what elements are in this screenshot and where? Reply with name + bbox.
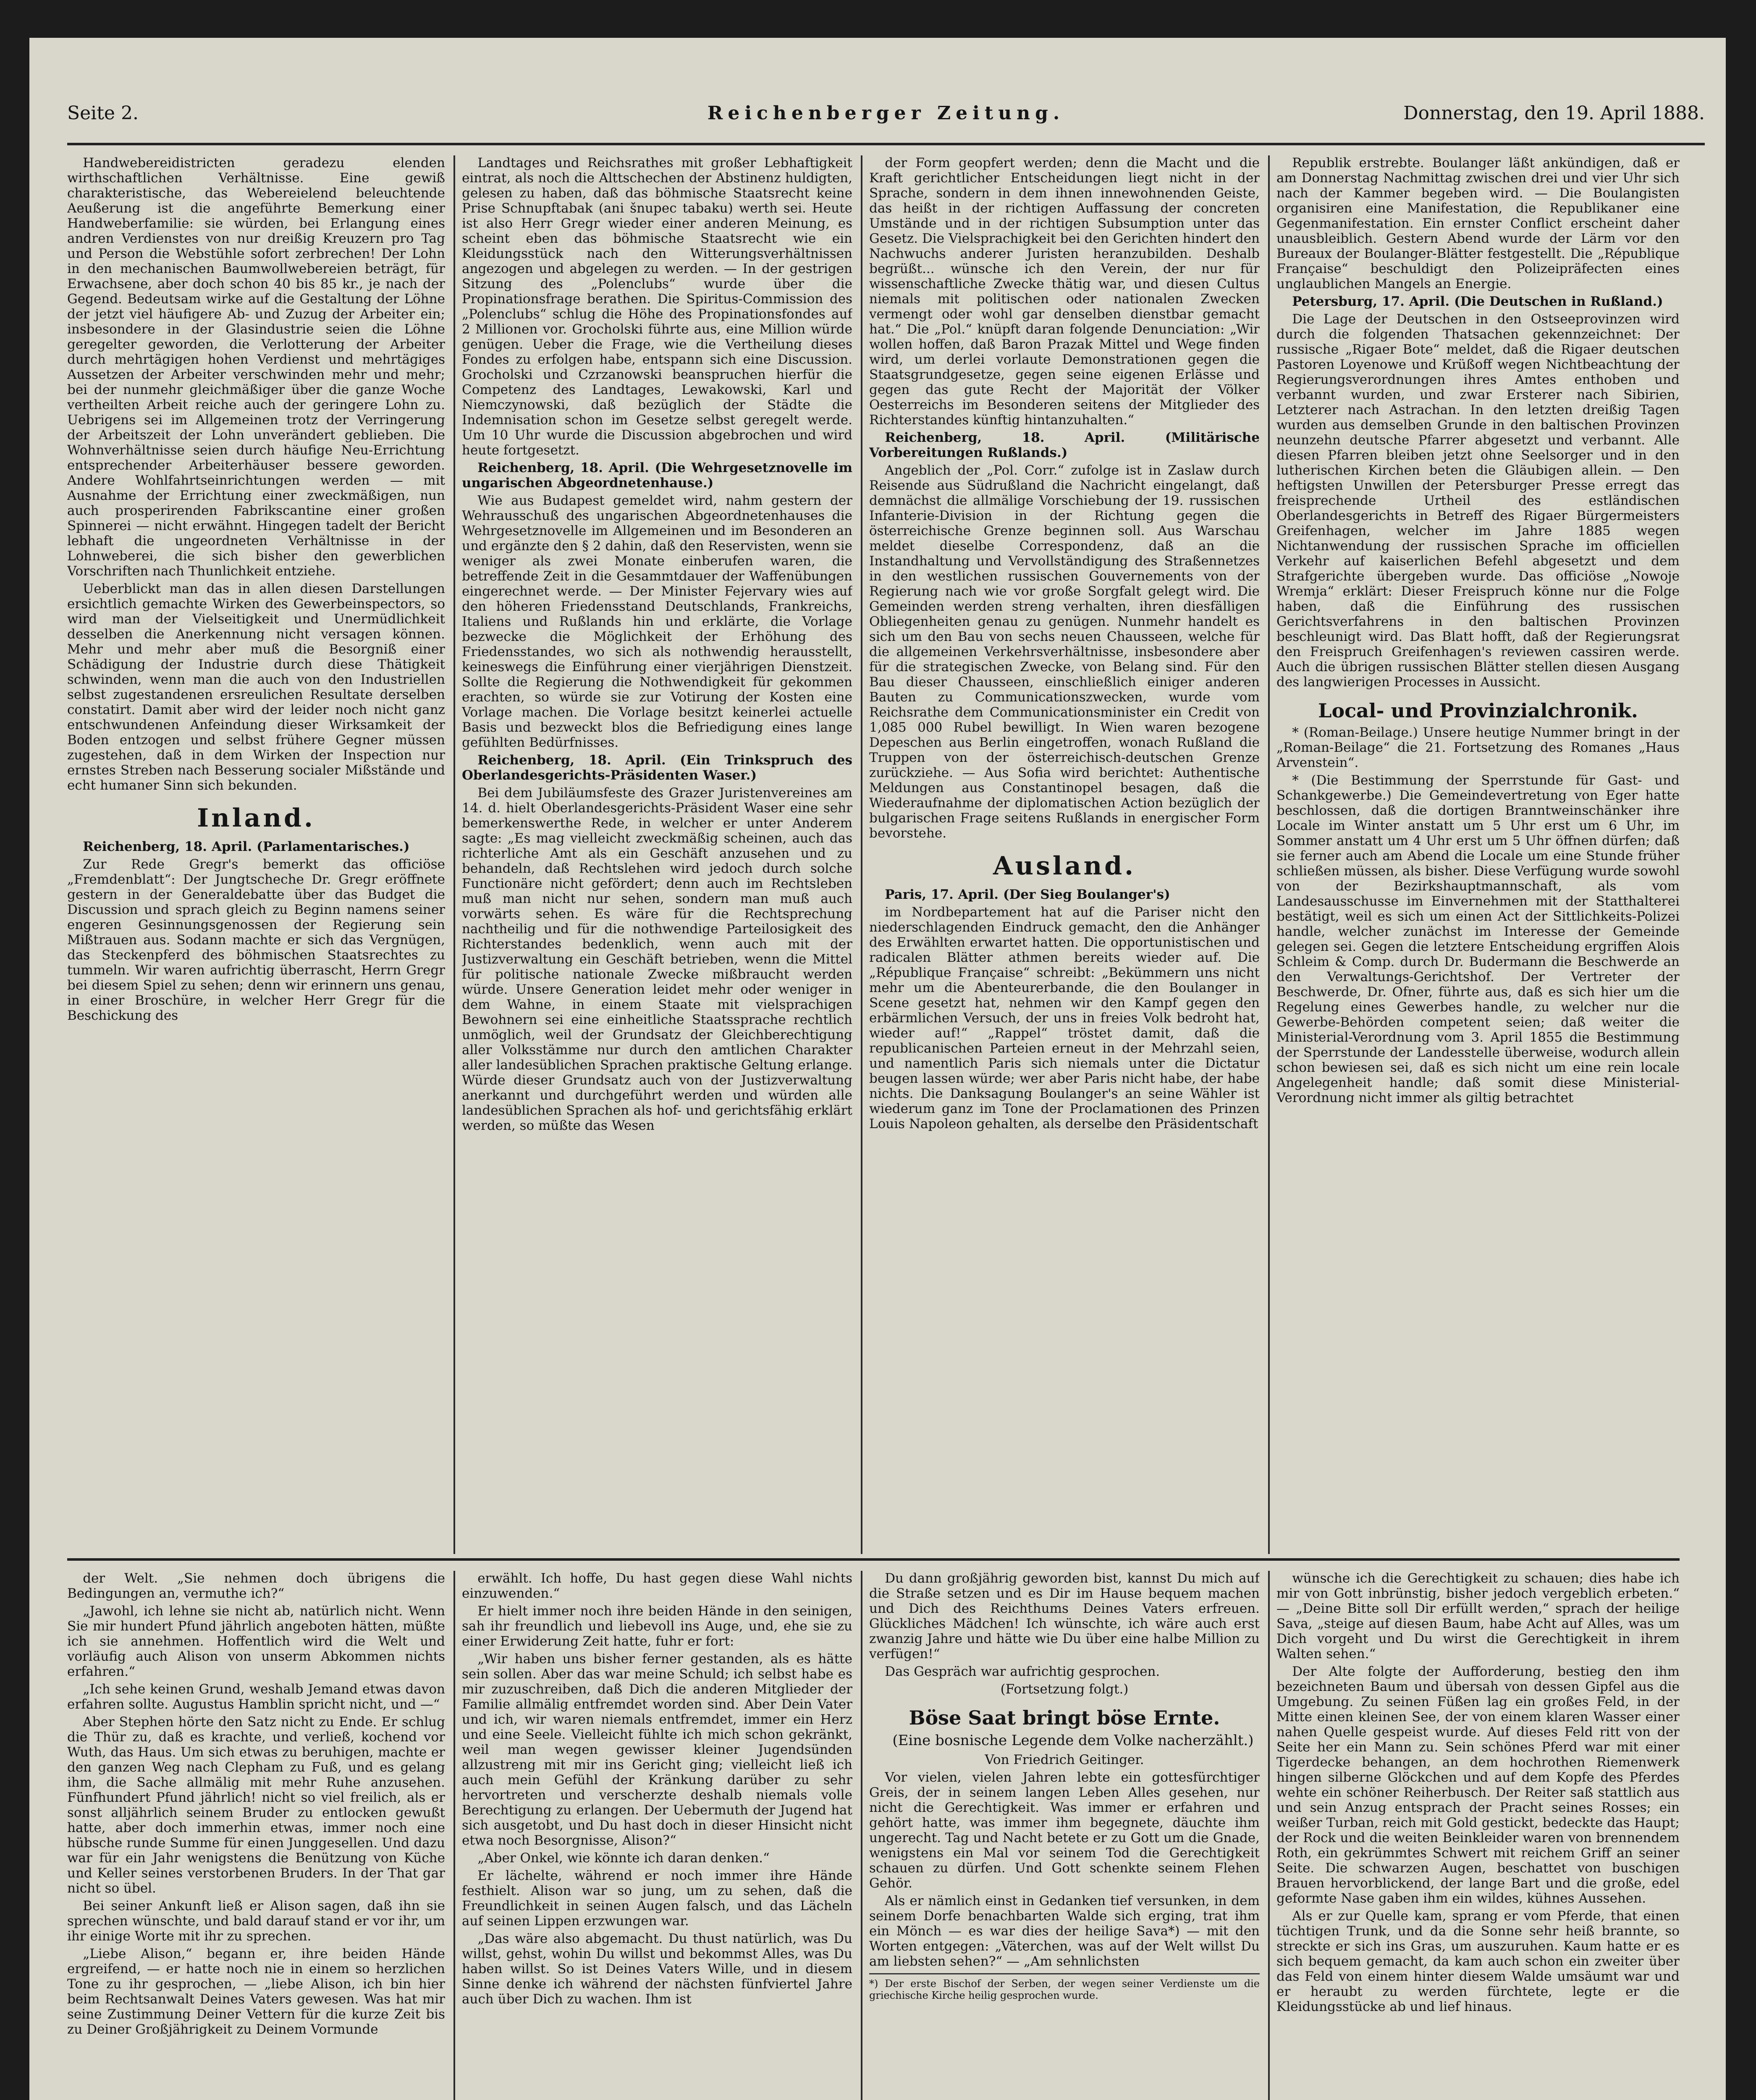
article-dateline: Reichenberg, 18. April. (Ein Trinkspruch des Oberlandesgerichts-Präsidenten Waser.): [462, 753, 852, 783]
story-text: Der Alte folgte der Aufforderung, bestieg den ihm bezeichneten Baum und übersah von dessen Gipfel aus die Umgebung. Zu seinen Füßen lag ein großes Feld, in der Mitte einen kleinen See, der von einem klaren Wasser einer nahen Quelle gespeist wurde. Auf dieses Feld ritt von der Seite her ein Mann zu. Sein schönes Pferd war mit einer Tigerdecke behangen, an dem hochrothen Riemenwerk hingen silberne Glöckchen und auf dem Kopfe des Pferdes wehte ein schöner Reiherbusch. Der Reiter saß stattlich aus und sein Anzug entsprach der Pracht seines Rosses; ein weißer Turban, reich mit Gold gestickt, bedeckte das Haupt; der Rock und die weiten Beinkleider waren von brennendem Roth, ein gekrümmtes Schwert mit reichem Griff an seiner Seite. Die schwarzen Augen, beschattet von buschigen Brauen hervorblickend, der lange Bart und die große, edel geformte Nase gaben ihm ein wildes, kühnes Aussehen.: [1276, 1664, 1680, 1906]
story-text: der Welt. „Sie nehmen doch übrigens die Bedingungen an, vermuthe ich?“: [67, 1571, 445, 1601]
newspaper-page: [29, 38, 1726, 2100]
story-subtitle: (Eine bosnische Legende dem Volke nacherzählt.): [892, 1732, 1254, 1749]
footnote: *) Der erste Bischof der Serben, der wegen seiner Verdienste um die griechische Kirche heilig gesprochen wurde.: [869, 1973, 1260, 2001]
article-text: * (Roman-Beilage.) Unsere heutige Nummer bringt in der „Roman-Beilage“ die 21. Fortsetzung des Romanes „Haus Arvenstein“.: [1276, 725, 1680, 770]
feuilleton-column-2: [462, 1571, 852, 2100]
column-divider: [453, 1571, 455, 2100]
story-text: Als er zur Quelle kam, sprang er vom Pferde, that einen tüchtigen Trunk, und da die Sonne sehr heiß brannte, so streckte er sich ins Gras, um auszuruhen. Kaum hatte er es sich bequem gemacht, da kam auch schon ein zweiter über das Feld von einem hinter diesem Walde umsäumt war und er heraubt zu werden fürchtete, legte er die Kleidungsstücke ab und lief hinaus.: [1276, 1908, 1680, 2014]
story-text: „Ich sehe keinen Grund, weshalb Jemand etwas davon erfahren sollte. Augustus Hamblin spricht nicht, und —“: [67, 1682, 445, 1712]
section-heading-ausland: Ausland.: [993, 851, 1136, 881]
page-number: Seite 2.: [67, 102, 139, 124]
continued-notice: (Fortsetzung folgt.): [1000, 1682, 1129, 1697]
column-divider: [1268, 155, 1270, 1554]
article-dateline: Reichenberg, 18. April. (Parlamentarisches.): [83, 839, 410, 854]
column-divider: [861, 155, 862, 1554]
news-column-4: [1276, 155, 1680, 1554]
page-header: [67, 88, 1705, 145]
story-text: „Liebe Alison,“ begann er, ihre beiden Hände ergreifend, — er hatte noch nie in einem so herzlichen Tone zu ihr gesprochen, — „liebe Alison, ich bin hier beim Rechtsanwalt Deines Vaters gewesen. Was hat mir seine Zustimmung Deiner Vettern für die kurze Zeit bis zu Deiner Großjährigkeit zu Deinem Vormunde: [67, 1946, 445, 2037]
article-text: Handwebereidistricten geradezu elenden wirthschaftlichen Verhältnisse. Eine gewiß charakteristische, das Webereielend beleuchtende Aeußerung ist die angeführte Bemerkung einer Handweberfamilie: sie würden, bei Erlangung eines andren Verdienstes von nur dreißig Kreuzern pro Tag und Person die Webstühle sofort zerbrechen! Der Lohn in den mechanischen Baumwollwebereien beträgt, für Erwachsene, aber doch schon 40 bis 85 kr., je nach der Gegend. Bedeutsam wirke auf die Gestaltung der Löhne der jetzt viel häufigere Ab- und Zuzug der Arbeiter ein; insbesondere in der Glasindustrie seien die Löhne geregelter geworden, die Verlotterung der Arbeiter durch mehrtägigen hohen Verdienst und mehrtägiges Aussetzen der Arbeiter verschwinden mehr und mehr; bei der nunmehr gleichmäßiger über die ganze Woche vertheilten Arbeit reiche auch der geringere Lohn zu. Uebrigens sei im Allgemeinen trotz der Verringerung der Arbeitszeit der Lohn unverändert geblieben. Die Wohnverhältnisse seien durch häufige Neu-Errichtung entsprechender Arbeiterhäuser bessere geworden. Andere Wohlfahrtseinrichtungen werden — mit Ausnahme der Errichtung einer zweckmäßigen, nun auch prosperirenden Fabrikscantine einer großen Spinnerei — nicht erwähnt. Hingegen tadelt der Bericht lebhaft die ungeordneten Verhältnisse in der Lohnweberei, die sich bisher den gewerblichen Vorschriften nach Thunlichkeit entziehe.: [67, 155, 445, 579]
column-divider: [861, 1571, 862, 2100]
story-text: „Jawohl, ich lehne sie nicht ab, natürlich nicht. Wenn Sie mir hundert Pfund jährlich angeboten hätten, müßte ich sie annehmen. Hoffentlich wird die Welt und vorläufig auch Alison von unserm Abkommen nichts erfahren.“: [67, 1604, 445, 1679]
story-text: Er hielt immer noch ihre beiden Hände in den seinigen, sah ihr freundlich und liebevoll ins Auge, und, ehe sie zu einer Erwiderung Zeit hatte, fuhr er fort:: [462, 1604, 852, 1649]
story-text: Das Gespräch war aufrichtig gesprochen.: [885, 1664, 1160, 1679]
story-text: „Aber Onkel, wie könnte ich daran denken.“: [477, 1851, 770, 1866]
article-text: Landtages und Reichsrathes mit großer Lebhaftigkeit eintrat, als noch die Alttschechen der Abstinenz huldigten, gelesen zu haben, daß das böhmische Staatsrecht keine Prise Schnupftabak (ani šnupec tabaku) werth sei. Heute ist also Herr Gregr wieder einer anderen Meinung, es scheint eben das böhmische Staatsrecht wie ein Kleidungsstück nach den Witterungsverhältnissen angezogen und abgelegen zu werden. — In der gestrigen Sitzung des „Polenclubs“ wurde über die Propinationsfrage berathen. Die Spiritus-Commission des „Polenclubs“ schlug die Höhe des Propinationsfondes auf 2 Millionen vor. Grocholski führte aus, eine Million würde genügen. Ueber die Frage, wie die Vertheilung dieses Fondes zu erfolgen habe, entspann sich eine Discussion. Grocholski und Czrzanowski beanspruchen hierfür die Competenz des Landtages, Lewakowski, Karl und Niemczynowski, daß bezüglich der Städte die Indemnisation schon im Gesetze selbst geregelt werde. Um 10 Uhr wurde die Discussion abgebrochen und wird heute fortgesetzt.: [462, 155, 852, 458]
article-text: Bei dem Jubiläumsfeste des Grazer Juristenvereines am 14. d. hielt Oberlandesgerichts-Präsident Waser eine sehr bemerkenswerthe Rede, in welcher er unter Anderem sagte: „Es mag vielleicht zweckmäßig scheinen, auch das richterliche Amt als ein Geschäft anzusehen und zu behandeln, daß Rechtslehen wird jedoch durch solche Functionäre nicht gefördert; denn auch im Rechtsleben muß man nicht nur sehen, sondern man muß auch vorwärts sehen. Es wäre für die Rechtsprechung nachtheilig und für die nothwendige Parteilosigkeit des Richterstandes bedenklich, wenn auch mit der Justizverwaltung ein Geschäft betrieben, wenn die Mittel für politische nationale Zwecke mißbraucht werden würde. Unsere Generation leidet mehr oder weniger in dem Wahne, in einem Staate mit vielsprachigen Bewohnern sei eine einheitliche Staatssprache rechtlich unmöglich, weil der Grundsatz der Gleichberechtigung aller Volksstämme nur durch den amtlichen Charakter aller landesüblichen Sprachen praktische Geltung erlange. Würde dieser Grundsatz auch von der Justizverwaltung anerkannt und durchgeführt werden und würden alle landesüblichen Sprachen als hof- und gerichtsfähig erklärt werden, so müßte das Wesen: [462, 785, 852, 1133]
section-heading-inland: Inland.: [197, 803, 315, 833]
article-dateline: Reichenberg, 18. April. (Die Wehrgesetznovelle im ungarischen Abgeordnetenhause.): [462, 460, 852, 491]
story-text: Als er nämlich einst in Gedanken tief versunken, in dem seinem Dorfe benachbarten Walde sich erging, trat ihm ein Mönch — es war dies der heilige Sava*) — mit den Worten entgegen: „Väterchen, was auf der Welt willst Du am liebsten sehen?“ — „Am sehnlichsten: [869, 1893, 1260, 1969]
article-text: Ueberblickt man das in allen diesen Darstellungen ersichtlich gemachte Wirken des Gewerbeinspectors, so wird man der Vielseitigkeit und Unermüdlichkeit desselben die Anerkennung nicht versagen können. Mehr und mehr aber muß die Besorgniß einer Schädigung der Industrie durch diese Thätigkeit schwinden, wenn man die auch von den Industriellen selbst zugestandenen ersreulichen Resultate derselben constatirt. Damit aber wird der leider noch nicht ganz entschwundenen Anfeindung dieser Wirksamkeit der Boden entzogen und selbst frühere Gegner müssen zugestehen, daß in dem Wirken der Inspection nur ernstes Streben nach Besserung socialer Mißstände und echt humaner Sinn sich bekunden.: [67, 581, 445, 793]
news-column-3: [869, 155, 1260, 1554]
article-text: im Nordbepartement hat auf die Pariser nicht den niederschlagenden Eindruck gemacht, den die Anhänger des Erwählten erwartet hatten. Die opportunistischen und radicalen Blätter athmen bereits wieder auf. Die „République Française“ schreibt: „Bekümmern uns nicht mehr um die Abenteurerbande, die den Boulanger in Scene gesetzt hat, nehmen wir den Kampf gegen den erbärmlichen Versuch, der uns in freies Volk bedroht hat, wieder auf!“ „Rappel“ tröstet damit, daß die republicanischen Parteien erneut in der Mehrzahl seien, und namentlich Paris sich niemals unter die Dictatur beugen lassen würde; wer aber Paris nicht habe, der habe nichts. Die Danksagung Boulanger's an seine Wähler ist wiederum ganz im Tone der Proclamationen des Prinzen Louis Napoleon gehalten, als derselbe den Präsidentschaft: [869, 905, 1260, 1131]
column-divider: [1268, 1571, 1270, 2100]
story-text: Er lächelte, während er noch immer ihre Hände festhielt. Alison war so jung, um zu sehen, daß die Freundlichkeit in seinen Augen falsch, und das Lächeln auf seinen Lippen erzwungen war.: [462, 1868, 852, 1929]
issue-date: Donnerstag, den 19. April 1888.: [1403, 102, 1705, 124]
newspaper-masthead: Reichenberger Zeitung.: [707, 102, 1065, 124]
article-dateline: Reichenberg, 18. April. (Militärische Vorbereitungen Rußlands.): [869, 430, 1260, 460]
column-divider: [453, 155, 455, 1554]
news-column-2: [462, 155, 852, 1554]
story-text: wünsche ich die Gerechtigkeit zu schauen; dies habe ich mir von Gott inbrünstig, bisher jedoch vergeblich erbeten.“ — „Deine Bitte soll Dir erfüllt werden,“ sprach der heilige Sava, „steige auf diesen Baum, habe Acht auf Alles, was um Dich vorgeht und Du wirst die Gerechtigkeit in ihrem Walten sehen.“: [1276, 1571, 1680, 1662]
story-text: „Das wäre also abgemacht. Du thust natürlich, was Du willst, gehst, wohin Du willst und bekommst Alles, was Du haben willst. So ist Deines Vaters Wille, und in diesem Sinne denke ich während der nächsten fünfviertel Jahre auch über Dich zu wachen. Ihm ist: [462, 1931, 852, 2007]
story-text: Vor vielen, vielen Jahren lebte ein gottesfürchtiger Greis, der in seinem langen Leben Alles gesehen, nur nicht die Gerechtigkeit. Was immer er erfahren und gehört hatte, was immer ihm begegnete, däuchte ihm ungerecht. Tag und Nacht betete er zu Gott um die Gnade, wenigstens ein Mal vor seinem Tod die Gerechtigkeit schauen zu dürfen. Und Gott schenkte seinem Flehen Gehör.: [869, 1770, 1260, 1891]
story-text: „Wir haben uns bisher ferner gestanden, als es hätte sein sollen. Aber das war meine Schuld; ich selbst habe es mir zuzuschreiben, daß Dich die anderen Mitglieder der Familie allmälig entfremdet worden sind. Aber Dein Vater und ich, wir waren niemals entfremdet, immer ein Herz und eine Seele. Vielleicht fühlte ich mich schon gekränkt, weil man wegen gewisser kleiner Jugendsünden allzustreng mit mir ins Gericht ging; vielleicht ließ ich auch mein Gefühl der Kränkung darüber zu sehr hervortreten und verscherzte deshalb niemals volle Berechtigung zu erlangen. Der Uebermuth der Jugend hat sich ausgetobt, und Du hast doch in dieser Hinsicht nicht etwa noch Besorgnisse, Alison?“: [462, 1651, 852, 1848]
article-dateline: Paris, 17. April. (Der Sieg Boulanger's): [885, 887, 1170, 902]
story-title: Böse Saat bringt böse Ernte.: [909, 1706, 1220, 1729]
article-text: * (Die Bestimmung der Sperrstunde für Gast- und Schankgewerbe.) Die Gemeindevertretung von Eger hatte beschlossen, daß die dortigen Branntweinschänker ihre Locale im Winter anstatt um 5 Uhr erst um 6 Uhr, im Sommer anstatt um 4 Uhr erst um 5 Uhr öffnen dürfen; daß sie ferner auch am Abend die Locale um eine Stunde früher schließen müssen, als bisher. Diese Verfügung wurde sowohl von der Bezirkshauptmannschaft, als vom Landesausschusse im Einvernehmen mit der Statthalterei bestätigt, weil es sich um einen Act der Sittlichkeits-Polizei handle, welcher zunächst im Interesse der Gemeinde gelegen sei. Gegen die letztere Entscheidung ergriffen Alois Schleim & Comp. durch Dr. Budermann die Beschwerde an den Verwaltungs-Gerichtshof. Der Vertreter der Beschwerde, Dr. Ofner, führte aus, daß es sich hier um die Regelung eines Gewerbes handle, zu welcher nur die Gewerbe-Behörden competent seien; daß weiter die Ministerial-Verordnung vom 3. April 1855 die Bestimmung der Sperrstunde der Landesstelle überweise, wodurch allein schon bewiesen sei, daß es sich nicht um eine rein locale Angelegenheit handle; daß somit diese Ministerial-Verordnung nicht immer als giltig betrachtet: [1276, 773, 1680, 1105]
article-text: Wie aus Budapest gemeldet wird, nahm gestern der Wehrausschuß des ungarischen Abgeordnetenhauses die Wehrgesetznovelle im Allgemeinen und im Besonderen an und ergänzte den § 2 dahin, daß den Reservisten, wenn sie weniger als zwei Monate einberufen waren, die betreffende Zeit in die Gesammtdauer der Waffenübungen eingerechnet werde. — Der Minister Fejervary wies auf den höheren Friedensstand Deutschlands, Frankreichs, Italiens und Rußlands hin und erklärte, die Vorlage bezwecke die Möglichkeit der Erhöhung des Friedensstandes, wo sich als nothwendig herausstellt, keineswegs die Einführung einer vierjährigen Dienstzeit. Sollte die Regierung die Nothwendigkeit für gekommen erachten, so würde sie zur Votirung der Kosten eine Vorlage machen. Die Vorlage besitzt keinerlei actuelle Basis und bezweckt blos die Befriedigung eines lange gefühlten Bedürfnisses.: [462, 493, 852, 750]
article-dateline: Petersburg, 17. April. (Die Deutschen in Rußland.): [1292, 294, 1663, 309]
article-text: Republik erstrebte. Boulanger läßt ankündigen, daß er am Donnerstag Nachmittag zwischen drei und vier Uhr sich nach der Kammer begeben wird. — Die Boulangisten organisiren eine Manifestation, die Republikaner eine Gegenmanifestation. Ein ernster Conflict erscheint daher unausbleiblich. Gestern Abend wurde der Lärm vor den Bureaux der Boulanger-Blätter festgestellt. Die „République Française“ beschuldigt den Polizeipräfecten eines unglaublichen Mangels an Energie.: [1276, 155, 1680, 291]
news-column-1: [67, 155, 445, 1554]
article-text: der Form geopfert werden; denn die Macht und die Kraft gerichtlicher Entscheidungen liegt nicht in der Sprache, sondern in dem ihnen innewohnenden Geiste, das heißt in der richtigen Auffassung der concreten Umstände und in der richtigen Subsumption unter das Gesetz. Die Vielsprachigkeit bei den Gerichten hindert den Nachwuchs anderer Juristen heranzubilden. Deshalb begrüßt... wünsche ich den Verein, der nur für wissenschaftliche Zwecke thätig war, und diesen Cultus niemals mit politischen oder nationalen Zwecken vermengt oder wohl gar denselben dienstbar gemacht hat.“ Die „Pol.“ knüpft daran folgende Denunciation: „Wir wollen hoffen, daß Baron Prazak Mittel und Wege finden wird, um derlei vorlaute Demonstrationen gegen die Staatsgrundgesetze, gegen seine eigenen Erlässe und gegen das gute Recht der Majorität der Völker Oesterreichs im Besonderen seitens der Mitglieder des Richterstandes künftig hintanzuhalten.“: [869, 155, 1260, 428]
feuilleton-column-4: [1276, 1571, 1680, 2100]
section-heading-local-chronicle: Local- und Provinzialchronik.: [1318, 699, 1638, 722]
story-text: Aber Stephen hörte den Satz nicht zu Ende. Er schlug die Thür zu, daß es krachte, und verließ, kochend vor Wuth, das Haus. Um sich etwas zu beruhigen, machte er den ganzen Weg nach Clepham zu Fuß, und es gelang ihm, die Sache allmälig mit mehr Ruhe anzusehen. Fünfhundert Pfund jährlich! nicht so viel freilich, als er sonst alljährlich seinem Bruder zu entlocken gewußt hatte, aber doch immerhin etwas, immer noch eine hübsche runde Summe für einen Junggesellen. Und dazu war für ein Jahr wenigstens die Benützung von Küche und Keller seines verstorbenen Bruders. In der That gar nicht so übel.: [67, 1714, 445, 1896]
story-author: Von Friedrich Geitinger.: [985, 1752, 1144, 1767]
article-text: Angeblich der „Pol. Corr.“ zufolge ist in Zaslaw durch Reisende aus Südrußland die Nachricht eingelangt, daß demnächst die allmälige Vorschiebung der 19. russischen Infanterie-Division in der Richtung gegen die österreichische Grenze beginnen soll. Aus Warschau meldet dieselbe Correspondenz, daß an die Instandhaltung und Vervollständigung des Straßennetzes in den westlichen russischen Gouvernements von der Regierung nach wie vor große Sorgfalt gelegt wird. Die Gemeinden werden streng verhalten, ihren diesfälligen Obliegenheiten genau zu genügen. Nunmehr handelt es sich um den Bau von sechs neuen Chausseen, welche für die allgemeinen Verkehrsverhältnisse, insbesondere aber für die strategischen Zwecke, von Belang sind. Für den Bau dieser Chausseen, einschließlich einiger anderen Bauten zu Communicationszwecken, wurde vom Reichsrathe dem Communicationsminister ein Credit von 1,085 000 Rubel bewilligt. In Wien waren bezogene Depeschen aus Berlin eingetroffen, wonach Rußland die Truppen von der österreichisch-deutschen Grenze zurückziehe. — Aus Sofia wird berichtet: Authentische Meldungen aus Constantinopel besagen, daß die Wiederaufnahme der diplomatischen Action bezüglich der bulgarischen Frage seitens Rußlands in energischer Form bevorstehe.: [869, 463, 1260, 841]
article-text: Die Lage der Deutschen in den Ostseeprovinzen wird durch die folgenden Thatsachen gekennzeichnet: Der russische „Rigaer Bote“ meldet, daß die Rigaer deutschen Pastoren Loyenowe und Krüßoff wegen Nichtbeachtung der Regierungsverordnungen ihres Amtes enthoben und verbannt wurden, und zwar Ersterer nach Sibirien, Letzterer nach Astrachan. In den letzten dreißig Tagen wurden aus demselben Grunde in den baltischen Provinzen neunzehn deutsche Pfarrer abgesetzt und verbannt. Alle diesen Pfarren bleiben jetzt ohne Seelsorger und in den lutherischen Kirchen beten die Gläubigen allein. — Den heftigsten Unwillen der Petersburger Presse erregt das freisprechende Urtheil des estländischen Oberlandesgerichts in Betreff des Rigaer Bürgermeisters Greifenhagen, welcher im Jahre 1885 wegen Nichtanwendung der russischen Sprache im officiellen Verkehr auf kaiserlichen Befehl abgesetzt und dem Strafgerichte übergeben wurde. Das officiöse „Nowoje Wremja“ erklärt: Dieser Freispruch könne nur die Folge haben, daß die Einführung des russischen Gerichtsverfahrens in den baltischen Provinzen beschleunigt wird. Das Blatt hofft, daß der Regierungsrat den Freispruch Greifenhagen's reviewen cassiren werde. Auch die übrigen russischen Blätter stellen diesen Ausgang des langwierigen Processes in Aussicht.: [1276, 312, 1680, 690]
story-text: Bei seiner Ankunft ließ er Alison sagen, daß ihn sie sprechen wünschte, und bald darauf stand er vor ihr, um ihr einige Worte mit ihr zu sprechen.: [67, 1898, 445, 1944]
feuilleton-divider: [67, 1558, 1680, 1561]
article-text: Zur Rede Gregr's bemerkt das officiöse „Fremdenblatt“: Der Jungtscheche Dr. Gregr eröffnete gestern in der Generaldebatte über das Budget die Discussion und sprach gleich zu Beginn namens seiner engeren Gesinnungsgenossen der Regierung sein Mißtrauen aus. Sodann machte er sich das Vergnügen, das Steckenpferd des böhmischen Staatsrechtes zu tummeln. Wir waren aufrichtig überrascht, Herrn Gregr bei diesem Spiel zu sehen; denn wir erinnern uns genau, in einer Broschüre, in welcher Herr Gregr für die Beschickung des: [67, 857, 445, 1023]
story-text: erwählt. Ich hoffe, Du hast gegen diese Wahl nichts einzuwenden.“: [462, 1571, 852, 1601]
feuilleton-column-3: [869, 1571, 1260, 2100]
story-text: Du dann großjährig geworden bist, kannst Du mich auf die Straße setzen und es Dir im Hause bequem machen und Dich des Reichthums Deines Vaters erfreuen. Glückliches Mädchen! Ich wünschte, ich wäre auch erst zwanzig Jahre und hätte wie Du über eine halbe Million zu verfügen!“: [869, 1571, 1260, 1662]
feuilleton-column-1: [67, 1571, 445, 2100]
